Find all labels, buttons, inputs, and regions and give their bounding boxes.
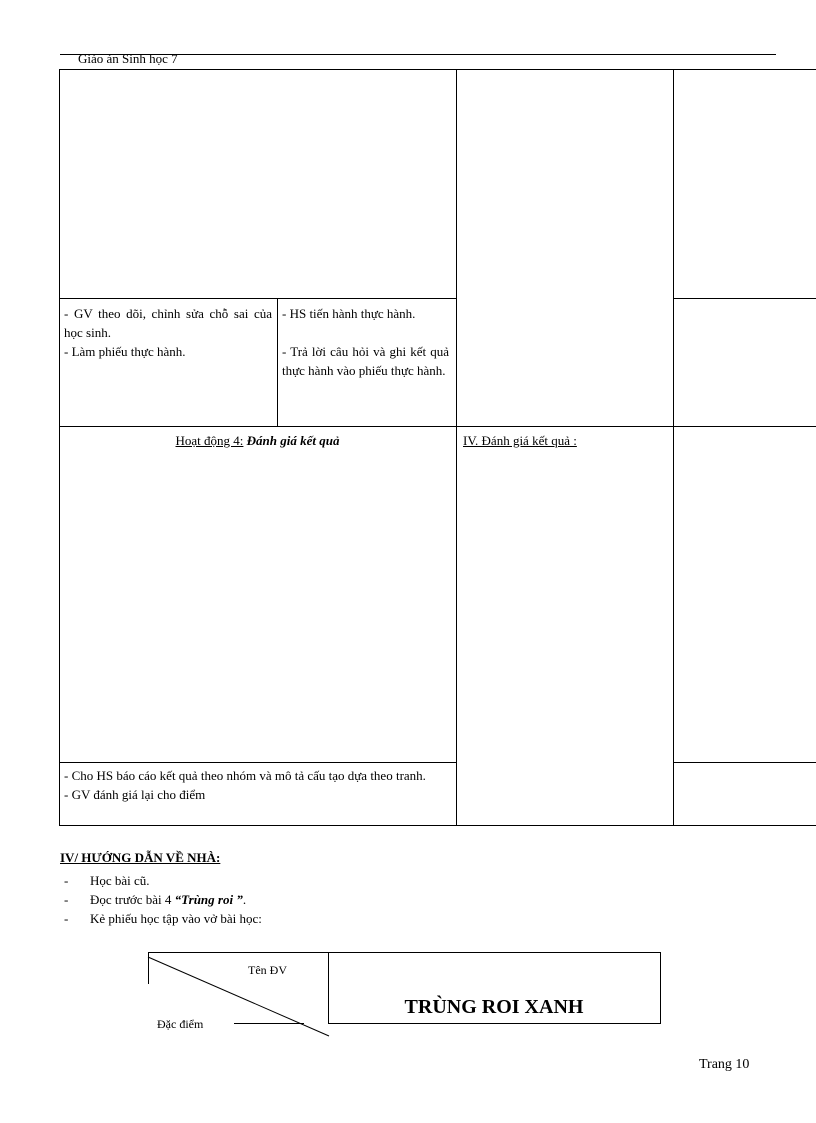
homework-item-3: - Kẻ phiếu học tập vào vở bài học:: [64, 911, 262, 926]
homework-item-2: - Đọc trước bài 4 “Trùng roi ”.: [64, 892, 247, 907]
report-instructions: - Cho HS báo cáo kết quả theo nhóm và mô tả cấu tạo dựa theo tranh. - GV đánh giá lại cho điểm: [64, 768, 426, 802]
page-header: Giáo án Sinh học 7: [78, 51, 178, 66]
student-activity-text: - HS tiến hành thực hành. - Trả lời câu hỏi và ghi kết quả thực hành vào phiếu thực hành.: [282, 306, 449, 378]
activity-4-heading: Hoạt động 4: Đánh giá kết quả: [175, 433, 340, 448]
homework-heading: IV/ HƯỚNG DẪN VỀ NHÀ:: [60, 850, 221, 865]
evaluation-heading: IV. Đánh giá kết quả :: [463, 433, 577, 448]
worksheet-bottom-label: Đặc điểm: [157, 1017, 204, 1031]
homework-item-1: - Học bài cũ.: [64, 873, 150, 888]
page-number: Trang 10: [699, 1057, 750, 1072]
teacher-activity-text: - GV theo dõi, chỉnh sửa chỗ sai của học sinh. - Làm phiếu thực hành.: [64, 306, 272, 359]
worksheet-title: TRÙNG ROI XANH: [404, 996, 584, 1018]
worksheet-top-label: Tên ĐV: [248, 963, 287, 977]
